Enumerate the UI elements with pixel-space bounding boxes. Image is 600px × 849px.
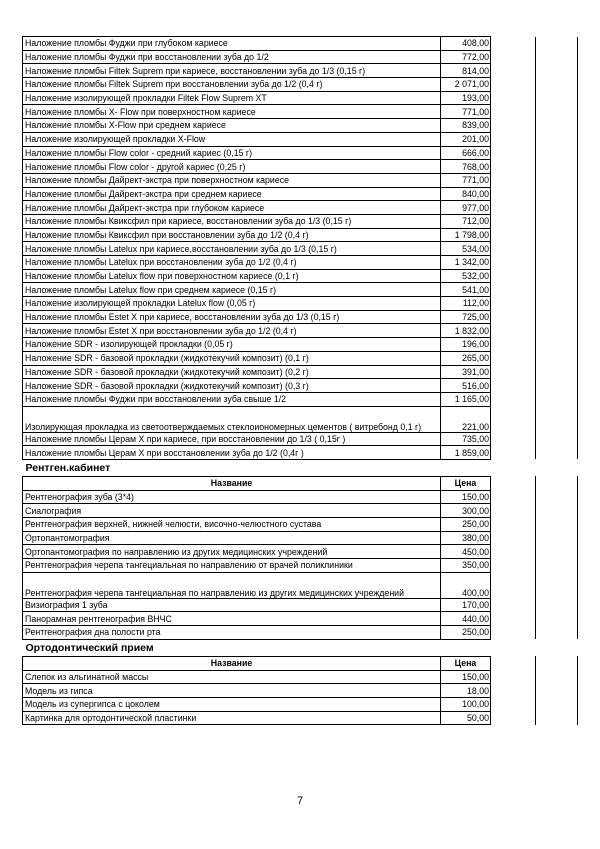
empty-cell [491, 132, 536, 146]
service-name: Изолирующая прокладка из светоотверждаемых стеклоиономерных цементов ( витребонд 0,1 г) [23, 406, 441, 432]
empty-cell [491, 310, 536, 324]
service-name: Наложение пломбы Дайрект-экстра при глубоком кариесе [23, 201, 441, 215]
service-price: 201,00 [441, 132, 491, 146]
empty-cell [536, 256, 578, 270]
empty-cell [536, 598, 578, 612]
empty-cell [536, 201, 578, 215]
service-price: 1 832,00 [441, 324, 491, 338]
service-name: Наложение пломбы Flow color - средний кариес (0,15 г) [23, 146, 441, 160]
empty-cell [491, 324, 536, 338]
table-row [23, 91, 578, 105]
empty-cell [536, 432, 578, 446]
empty-cell [536, 37, 578, 51]
empty-cell [491, 119, 536, 133]
empty-cell [536, 338, 578, 352]
empty-cell [491, 91, 536, 105]
table-row [23, 242, 578, 256]
empty-cell [536, 626, 578, 640]
service-price: 2 071,00 [441, 78, 491, 92]
service-name: Модель из гипса [23, 684, 441, 698]
service-name: Визиография 1 зуба [23, 598, 441, 612]
service-price: 150,00 [441, 490, 491, 504]
table-row [23, 379, 578, 393]
empty-cell [536, 656, 578, 670]
empty-cell [491, 656, 536, 670]
empty-cell [536, 684, 578, 698]
empty-cell [491, 545, 536, 559]
empty-cell [536, 187, 578, 201]
empty-cell [536, 711, 578, 725]
service-price: 771,00 [441, 105, 491, 119]
empty-cell [491, 256, 536, 270]
table-row [23, 670, 578, 684]
service-name: Наложение пломбы Latelux flow при поверхностном кариесе (0,1 г) [23, 269, 441, 283]
service-price: 440,00 [441, 612, 491, 626]
empty-cell [536, 612, 578, 626]
service-name: Наложение пломбы Фуджи при глубоком кариесе [23, 37, 441, 51]
service-name: Наложение пломбы Filtek Suprem при кариесе, восстановлении зуба до 1/3 (0,15 г) [23, 64, 441, 78]
service-name: Наложение пломбы Estet X при кариесе, восстановлении зуба до 1/3 (0,15 г) [23, 310, 441, 324]
empty-cell [491, 351, 536, 365]
empty-cell [491, 187, 536, 201]
empty-cell [491, 446, 536, 460]
table-row [23, 518, 578, 532]
empty-cell [491, 365, 536, 379]
table-header-row [23, 476, 578, 490]
service-name: Ортопантомография по направлению из других медицинских учреждений [23, 545, 441, 559]
table-row [23, 545, 578, 559]
service-price: 516,00 [441, 379, 491, 393]
empty-cell [491, 228, 536, 242]
empty-cell [491, 406, 536, 432]
service-price: 840,00 [441, 187, 491, 201]
empty-cell [491, 105, 536, 119]
service-price: 1 798,00 [441, 228, 491, 242]
empty-cell [491, 37, 536, 51]
service-price: 196,00 [441, 338, 491, 352]
table-row [23, 446, 578, 460]
service-name: Рентгенография зуба (3*4) [23, 490, 441, 504]
service-price: 1 859,00 [441, 446, 491, 460]
service-price: 408,00 [441, 37, 491, 51]
empty-cell [491, 173, 536, 187]
column-header-name: Название [23, 476, 441, 490]
table-row [23, 697, 578, 711]
service-name: Рентгенография верхней, нижней челюсти, височно-челюстного сустава [23, 518, 441, 532]
empty-cell [491, 297, 536, 311]
service-name: Наложение SDR - изолирующей прокладки (0,05 г) [23, 338, 441, 352]
service-name: Рентгенография черепа тангециальная по направлению от врачей поликлиники [23, 559, 441, 573]
table-row [23, 365, 578, 379]
service-name: Картинка для ортодонтической пластинки [23, 711, 441, 725]
empty-cell [491, 64, 536, 78]
price-sheet [22, 36, 577, 725]
service-name: Наложение пломбы Квиксфил при кариесе, восстановлении зуба до 1/3 (0,15 г) [23, 214, 441, 228]
table-row [23, 406, 578, 432]
service-price: 814,00 [441, 64, 491, 78]
service-price: 735,00 [441, 432, 491, 446]
table-row [23, 160, 578, 174]
service-price: 150,00 [441, 670, 491, 684]
empty-cell [491, 626, 536, 640]
service-name: Наложение пломбы X-Flow при среднем кариесе [23, 119, 441, 133]
table-row [23, 214, 578, 228]
table-row [23, 283, 578, 297]
service-price: 771,00 [441, 173, 491, 187]
empty-cell [491, 338, 536, 352]
price-table [22, 36, 578, 725]
table-row [23, 612, 578, 626]
service-price: 666,00 [441, 146, 491, 160]
table-row [23, 324, 578, 338]
empty-cell [491, 242, 536, 256]
empty-cell [536, 531, 578, 545]
service-price: 541,00 [441, 283, 491, 297]
table-row [23, 392, 578, 406]
table-row [23, 256, 578, 270]
service-name: Наложение пломбы Estet X при восстановлении зуба до 1/2 (0,4 г) [23, 324, 441, 338]
service-price: 450,00 [441, 545, 491, 559]
table-row [23, 132, 578, 146]
table-row [23, 338, 578, 352]
service-name: Наложение изолирующей прокладки Latelux flow (0,05 г) [23, 297, 441, 311]
table-row [23, 187, 578, 201]
service-price: 391,00 [441, 365, 491, 379]
column-header-price: Цена [441, 656, 491, 670]
service-name: Слепок из альгинатной массы [23, 670, 441, 684]
table-row [23, 78, 578, 92]
service-name: Наложение пломбы X- Flow при поверхностном кариесе [23, 105, 441, 119]
column-header-price: Цена [441, 476, 491, 490]
empty-cell [491, 78, 536, 92]
empty-cell [536, 476, 578, 490]
service-price: 1 342,00 [441, 256, 491, 270]
service-name: Рентгенография дна полости рта [23, 626, 441, 640]
service-price: 193,00 [441, 91, 491, 105]
table-row [23, 146, 578, 160]
table-header-row [23, 656, 578, 670]
service-price: 534,00 [441, 242, 491, 256]
table-row [23, 351, 578, 365]
empty-cell [491, 598, 536, 612]
service-price: 250,00 [441, 518, 491, 532]
service-price: 380,00 [441, 531, 491, 545]
service-name: Наложение SDR - базовой прокладки (жидкотекучий композит) (0,2 г) [23, 365, 441, 379]
empty-cell [536, 392, 578, 406]
empty-cell [536, 406, 578, 432]
empty-cell [491, 490, 536, 504]
table-row [23, 572, 578, 598]
service-price: 725,00 [441, 310, 491, 324]
empty-cell [491, 572, 536, 598]
empty-cell [536, 283, 578, 297]
page-number: 7 [296, 795, 304, 807]
empty-cell [536, 64, 578, 78]
service-price: 1 165,00 [441, 392, 491, 406]
table-row [23, 310, 578, 324]
empty-cell [536, 269, 578, 283]
service-name: Наложение пломбы Церам X при восстановлении зуба до 1/2 (0,4г ) [23, 446, 441, 460]
empty-cell [536, 146, 578, 160]
service-name: Наложение пломбы Фуджи при восстановлении зуба свыше 1/2 [23, 392, 441, 406]
empty-cell [491, 559, 536, 573]
empty-cell [536, 132, 578, 146]
section-title: Ортодонтический прием [25, 641, 154, 654]
empty-cell [536, 119, 578, 133]
service-name: Наложение пломбы Квиксфил при восстановлении зуба до 1/2 (0,4 г) [23, 228, 441, 242]
empty-cell [536, 504, 578, 518]
empty-cell [536, 214, 578, 228]
price-table-body [23, 37, 578, 725]
service-name: Модель из супергипса с цоколем [23, 697, 441, 711]
service-price: 250,00 [441, 626, 491, 640]
table-row [23, 173, 578, 187]
empty-cell [536, 50, 578, 64]
empty-cell [536, 572, 578, 598]
empty-cell [491, 160, 536, 174]
service-name: Наложение пломбы Flow color - другой кариес (0,25 г) [23, 160, 441, 174]
empty-cell [491, 697, 536, 711]
empty-cell [536, 297, 578, 311]
service-price: 170,00 [441, 598, 491, 612]
service-price: 977,00 [441, 201, 491, 215]
service-name: Наложение пломбы Filtek Suprem при восстановлении зуба до 1/2 (0,4 г) [23, 78, 441, 92]
empty-cell [536, 91, 578, 105]
table-row [23, 559, 578, 573]
empty-cell [536, 697, 578, 711]
empty-cell [491, 531, 536, 545]
service-name: Наложение изолирующей прокладки X-Flow [23, 132, 441, 146]
service-name: Наложение изолирующей прокладки Filtek Flow Suprem XT [23, 91, 441, 105]
empty-cell [491, 214, 536, 228]
empty-cell [536, 518, 578, 532]
empty-cell [536, 351, 578, 365]
table-row [23, 490, 578, 504]
empty-cell [491, 379, 536, 393]
empty-cell [536, 160, 578, 174]
service-price: 221,00 [441, 406, 491, 432]
empty-cell [491, 476, 536, 490]
table-row [23, 201, 578, 215]
service-price: 712,00 [441, 214, 491, 228]
service-name: Наложение SDR - базовой прокладки (жидкотекучий композит) (0,3 г) [23, 379, 441, 393]
empty-cell [536, 242, 578, 256]
table-row [23, 711, 578, 725]
service-name: Наложение пломбы Дайрект-экстра при поверхностном кариесе [23, 173, 441, 187]
table-row [23, 598, 578, 612]
table-row [23, 684, 578, 698]
empty-cell [491, 392, 536, 406]
empty-cell [491, 504, 536, 518]
service-price: 100,00 [441, 697, 491, 711]
table-row [23, 37, 578, 51]
service-price: 112,00 [441, 297, 491, 311]
empty-cell [536, 173, 578, 187]
empty-cell [536, 446, 578, 460]
table-row [23, 64, 578, 78]
table-row [23, 50, 578, 64]
table-row [23, 105, 578, 119]
service-name: Наложение пломбы Церам X при кариесе, при восстановлении до 1/3 ( 0,15г ) [23, 432, 441, 446]
empty-cell [536, 310, 578, 324]
service-price: 839,00 [441, 119, 491, 133]
empty-cell [491, 684, 536, 698]
service-price: 532,00 [441, 269, 491, 283]
section-title-row [23, 639, 578, 656]
empty-cell [491, 201, 536, 215]
empty-cell [491, 146, 536, 160]
empty-cell [536, 324, 578, 338]
empty-cell [491, 612, 536, 626]
empty-cell [536, 559, 578, 573]
empty-cell [536, 365, 578, 379]
empty-cell [536, 490, 578, 504]
empty-cell [491, 432, 536, 446]
service-name: Наложение SDR - базовой прокладки (жидкотекучий композит) (0,1 г) [23, 351, 441, 365]
table-row [23, 432, 578, 446]
empty-cell [491, 518, 536, 532]
service-name: Панорамная рентгенография ВНЧС [23, 612, 441, 626]
service-price: 265,00 [441, 351, 491, 365]
table-row [23, 504, 578, 518]
service-name: Наложение пломбы Latelux flow при среднем кариесе (0,15 г) [23, 283, 441, 297]
empty-cell [491, 269, 536, 283]
service-name: Рентгенография черепа тангециальная по направлению из других медицинских учреждений [23, 572, 441, 598]
empty-cell [536, 670, 578, 684]
empty-cell [536, 379, 578, 393]
empty-cell [491, 670, 536, 684]
table-row [23, 269, 578, 283]
table-row [23, 531, 578, 545]
service-name: Наложение пломбы Latelux при восстановлении зуба до 1/2 (0,4 г) [23, 256, 441, 270]
section-title: Рентген.кабинет [25, 461, 111, 474]
empty-cell [491, 283, 536, 297]
service-price: 300,00 [441, 504, 491, 518]
service-price: 768,00 [441, 160, 491, 174]
service-name: Наложение пломбы Дайрект-экстра при среднем кариесе [23, 187, 441, 201]
table-row [23, 626, 578, 640]
service-name: Ортопантомография [23, 531, 441, 545]
service-price: 350,00 [441, 559, 491, 573]
service-price: 18,00 [441, 684, 491, 698]
service-name: Наложение пломбы Фуджи при восстановлении зуба до 1/2 [23, 50, 441, 64]
service-name: Наложение пломбы Latelux при кариесе,восстановлении зуба до 1/3 (0,15 г) [23, 242, 441, 256]
service-price: 400,00 [441, 572, 491, 598]
empty-cell [536, 78, 578, 92]
section-title-row [23, 459, 578, 476]
empty-cell [491, 50, 536, 64]
table-row [23, 228, 578, 242]
table-row [23, 297, 578, 311]
service-name: Сиалография [23, 504, 441, 518]
empty-cell [536, 545, 578, 559]
empty-cell [536, 105, 578, 119]
empty-cell [491, 711, 536, 725]
service-price: 772,00 [441, 50, 491, 64]
empty-cell [536, 228, 578, 242]
table-row [23, 119, 578, 133]
column-header-name: Название [23, 656, 441, 670]
service-price: 50,00 [441, 711, 491, 725]
